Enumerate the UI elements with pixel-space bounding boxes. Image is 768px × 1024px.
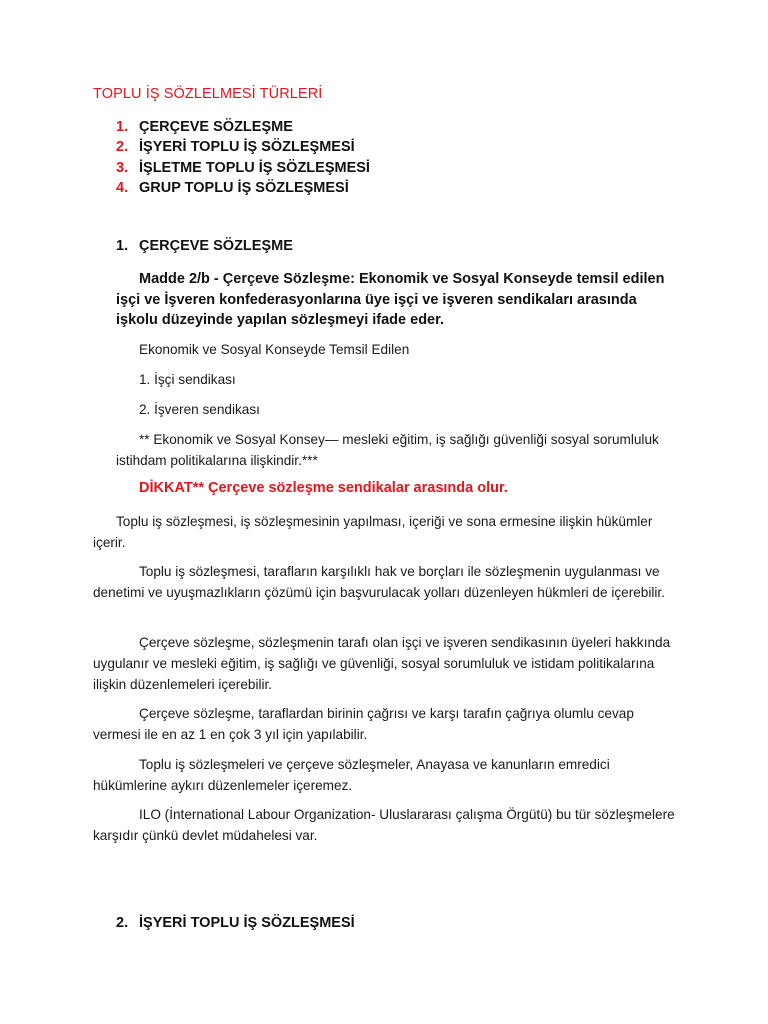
section-title: İŞYERİ TOPLU İŞ SÖZLEŞMESİ: [139, 915, 355, 931]
paragraph: Toplu iş sözleşmesi, tarafların karşılıklı hak ve borçları ile sözleşmenin uygulanması ve denetimi ve uyuşmazlıkların çözümü için başvurulacak yolları düzenleyen hükmleri de içerebilir.: [93, 564, 665, 600]
toc-item-number: 1.: [116, 119, 129, 135]
toc-item-number: 3.: [116, 159, 129, 176]
represented-item-1: 1. İşçi sendikası: [139, 372, 236, 387]
section-title: ÇERÇEVE SÖZLEŞME: [139, 238, 293, 254]
toc-item: [116, 178, 370, 198]
konsey-note: ** Ekonomik ve Sosyal Konsey— mesleki eğitim, iş sağlığı güvenliği sosyal sorumluluk istihdam politikalarına ilişkindir.***: [116, 432, 659, 468]
toc-item-label: İŞYERİ TOPLU İŞ SÖZLEŞMESİ: [139, 139, 355, 156]
dikkat-warning: DİKKAT** Çerçeve sözleşme sendikalar arasında olur.: [139, 480, 508, 496]
paragraph: ILO (İnternational Labour Organization- Uluslararası çalışma Örgütü) bu tür sözleşmelere karşıdır çünkü devlet müdahelesi var.: [93, 807, 675, 843]
paragraph: Toplu iş sözleşmeleri ve çerçeve sözleşmeler, Anayasa ve kanunların emredici hükümlerine aykırı düzenlemeler içeremez.: [93, 757, 610, 793]
toc-item: [116, 137, 370, 157]
section-number: 2.: [116, 915, 129, 931]
toc-item-label: GRUP TOPLU İŞ SÖZLEŞMESİ: [139, 179, 349, 196]
toc-item-number: 4.: [116, 179, 129, 196]
section-number: 1.: [116, 238, 129, 254]
paragraph: Çerçeve sözleşme, taraflardan birinin çağrısı ve karşı tarafın çağrıya olumlu cevap vermesi ile en az 1 en çok 3 yıl için yapılabilir.: [93, 706, 634, 742]
toc-item-label: ÇERÇEVE SÖZLEŞME: [139, 119, 293, 135]
section-2-heading: [116, 915, 355, 931]
paragraph: Toplu iş sözleşmesi, iş sözleşmesinin yapılması, içeriği ve sona ermesine ilişkin hükümler içerir.: [93, 514, 653, 550]
toc-item: [116, 117, 370, 137]
represented-label: Ekonomik ve Sosyal Konseyde Temsil Edilen: [139, 342, 410, 357]
section-1-heading: [116, 238, 293, 254]
represented-item-2: 2. İşveren sendikası: [139, 402, 260, 417]
toc-item-number: 2.: [116, 139, 129, 156]
toc-item: [116, 158, 370, 178]
paragraph: Çerçeve sözleşme, sözleşmenin tarafı olan işçi ve işveren sendikasının üyeleri hakkında uygulanır ve mesleki eğitim, iş sağlığı ve güvenliği, sosyal sorumluluk ve istidam politikalarına ilişkin düzenlemeleri içerebilir.: [93, 635, 671, 692]
table-of-contents: [116, 117, 370, 198]
madde-definition: Madde 2/b - Çerçeve Sözleşme: Ekonomik ve Sosyal Konseyde temsil edilen işçi ve İşveren konfederasyonlarına üye işçi ve işveren sendikaları arasında işkolu düzeyinde yapılan sözleşmeyi ifade eder.: [116, 271, 665, 328]
document-title: TOPLU İŞ SÖZLELMESİ TÜRLERİ: [93, 86, 323, 102]
toc-item-label: İŞLETME TOPLU İŞ SÖZLEŞMESİ: [139, 159, 370, 176]
